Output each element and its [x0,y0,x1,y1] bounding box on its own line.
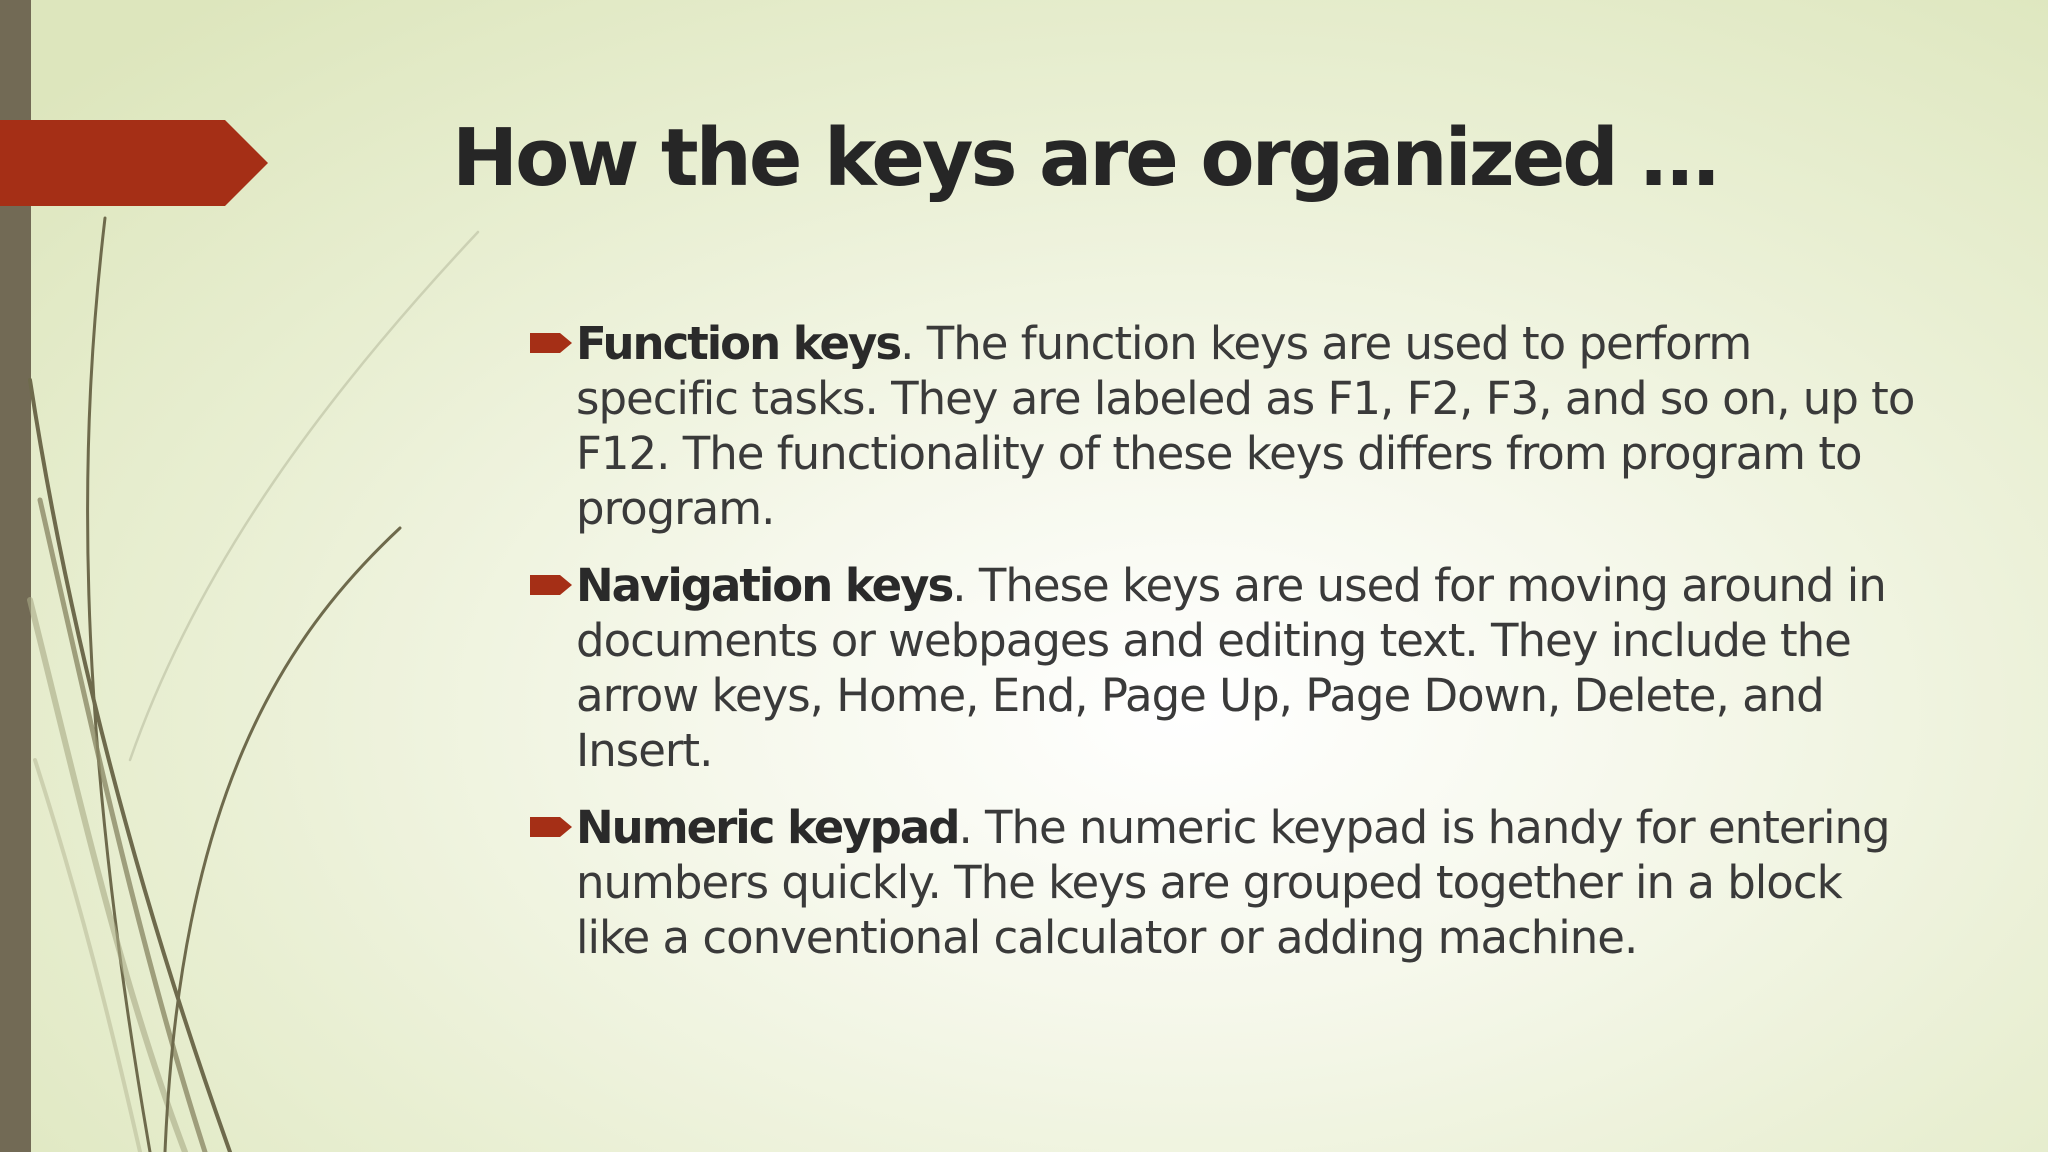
bullet-numeric-keypad [530,800,1920,965]
arrow-bullet-icon [530,330,576,356]
bullet-list [530,316,1920,987]
arrow-bullet-icon [530,814,576,840]
bullet-navigation-keys [530,558,1920,778]
bullet-text: . The numeric keypad is handy for entering numbers quickly. The keys are grouped together in a block like a conventional calculator or adding machine. [576,801,1890,964]
bullet-function-keys [530,316,1920,536]
title-accent-tab [0,120,270,206]
bullet-term: Numeric keypad [576,801,959,854]
bullet-term: Navigation keys [576,559,953,612]
slide-title: How the keys are organized … [452,112,1717,204]
arrow-bullet-icon [530,572,576,598]
bullet-text: . These keys are used for moving around in documents or webpages and editing text. They include the arrow keys, Home, End, Page Up, Page Down, Delete, and Insert. [576,559,1886,777]
bullet-text: . The function keys are used to perform specific tasks. They are labeled as F1, F2, F3, and so on, up to F12. The functionality of these keys differs from program to program. [576,317,1915,535]
bullet-term: Function keys [576,317,901,370]
